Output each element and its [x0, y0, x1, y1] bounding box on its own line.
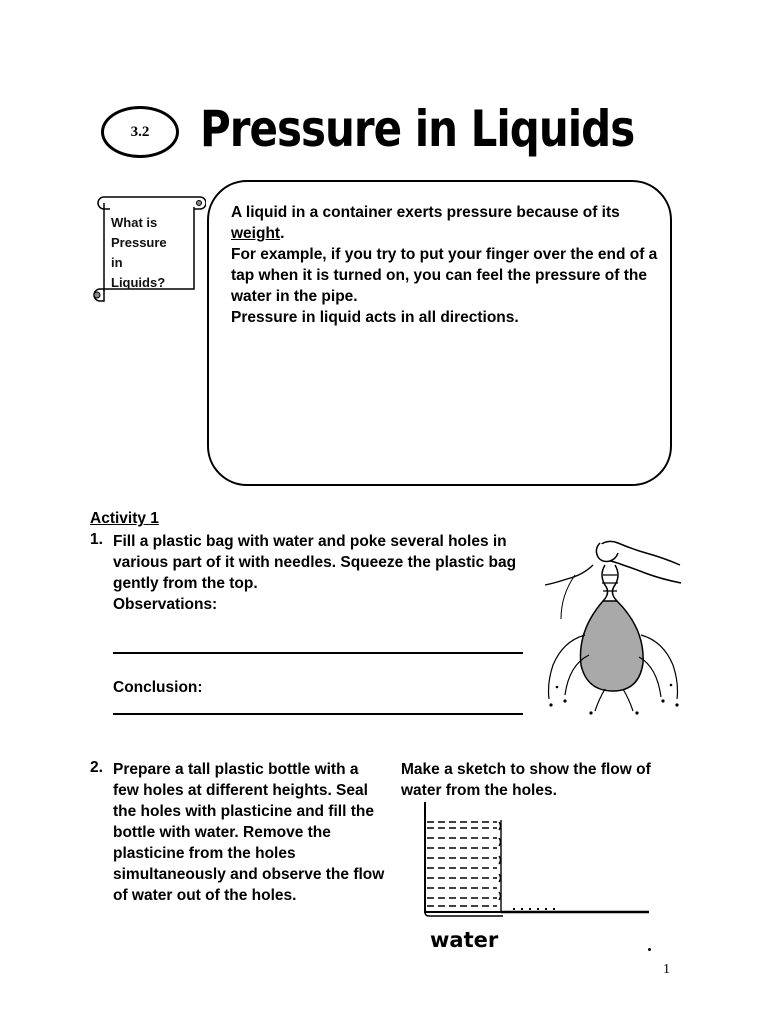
- answer-line-conclusion: [113, 713, 523, 715]
- stray-mark: [648, 948, 651, 951]
- intro-text-part: .: [280, 225, 285, 242]
- item-number: 2.: [90, 759, 103, 776]
- item1-text: Fill a plastic bag with water and poke several holes in various part of it with needles. Squeeze the plastic bag gently from the top.: [113, 533, 517, 592]
- answer-line-observations: [113, 652, 523, 654]
- section-number-badge: [101, 106, 179, 158]
- item2-text: Prepare a tall plastic bottle with a few holes at different heights. Seal the holes with plasticine and fill the bottle with water. Remove the plasticine from the holes simultaneously and observe the flow of water out of the holes.: [113, 761, 385, 904]
- conclusion-label: Conclusion:: [113, 679, 203, 696]
- intro-text: [231, 202, 661, 328]
- intro-paragraph-3: Pressure in liquid acts in all directions.: [231, 309, 519, 326]
- activity-heading: Activity 1: [90, 510, 159, 527]
- underlined-keyword: weight: [231, 225, 281, 242]
- scroll-line: in: [111, 255, 123, 270]
- sketch-instruction: Make a sketch to show the flow of water from the holes.: [401, 761, 651, 799]
- intro-text-part: A liquid in a container exerts pressure because of its: [231, 204, 620, 221]
- water-bag-illustration: [545, 535, 683, 717]
- water-label: water: [430, 928, 499, 952]
- scroll-line: Liquids?: [111, 275, 166, 290]
- page-title: Pressure in Liquids: [200, 100, 635, 158]
- scroll-line: What is: [111, 215, 158, 230]
- observations-label: Observations:: [113, 596, 218, 613]
- scroll-label: [111, 213, 191, 293]
- bottle-diagram: [415, 800, 655, 925]
- intro-paragraph-1: [231, 202, 661, 244]
- scroll-line: Pressure: [111, 235, 167, 250]
- section-number: 3.2: [130, 123, 150, 140]
- page-number: 1: [663, 962, 670, 977]
- intro-paragraph-2: For example, if you try to put your finger over the end of a tap when it is turned on, you can feel the pressure of the water in the pipe.: [231, 246, 658, 305]
- item-number: 1.: [90, 531, 103, 548]
